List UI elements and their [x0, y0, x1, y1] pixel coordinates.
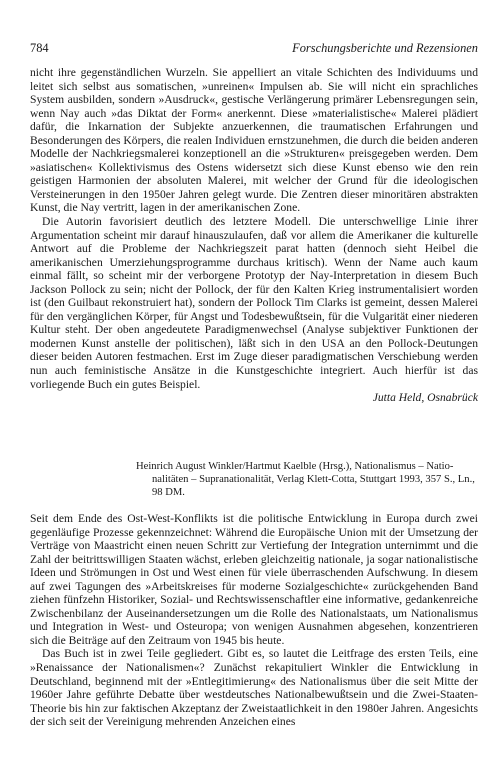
review-two-paragraph-1: Seit dem Ende des Ost-West-Konflikts ist die politische Entwicklung in Europa durch zwei gegenläufige Prozesse gekennzeichnet: Während die Europäische Union mit der Umsetzung der Verträge von Maastricht einen neuen Schritt zur Vertiefung der Integration unternimmt und die Zahl der beitrittswilligen Staaten wächst, erleben gleichzeitig nationale, ja sogar nationalistische Ideen und Strömungen in Ost und West einen für viele überraschenden Aufschwung. In diesem auf zwei Tagungen des »Arbeitskreises für moderne Sozialgeschichte« zurückgehenden Band ziehen fünfzehn Historiker, Sozial- und Rechtswissenschaftler eine informative, gedankenreiche Zwischenbilanz der Auseinandersetzungen um die Rolle des Nationalstaats, um Nationalismus und Integration in West- und Osteuropa; von wenigen Ausnahmen abgesehen, konzentrieren sich die Beiträge auf den Zeitraum von 1945 bis heute. [30, 512, 478, 647]
review-one [30, 66, 478, 405]
citation-line-1: Heinrich August Winkler/Hartmut Kaelble (Hrsg.), Nationalismus – Natio- [136, 461, 454, 472]
review-one-paragraph-1: nicht ihre gegenständlichen Wurzeln. Sie appelliert an vitale Schichten des Individuums und leitet sich selbst aus somatischen, »unreinen« Impulsen ab. Sie will nicht ein sprachliches System ausbilden, sondern »Ausdruck«, gestische Verlängerung primärer Lebensregungen sein, wenn Nay auch »das Diktat der Form« anerkennt. Diese »materialistische« Malerei plädiert dafür, die Inkarnation der Subjekte anzuerkennen, die traumatischen Erfahrungen und Besonderungen des Körpers, die realen Individuen ernstzunehmen, die durch die beiden anderen Modelle der Nachkriegsmalerei konzeptionell an die »Strukturen« preisgegeben werden. Dem »asiatischen« Kollektivismus des Ostens widersetzt sich diese Kunst ebenso wie den rein geistigen Harmonien der absoluten Malerei, mit welcher der Grund für die ideologischen Versteinerungen in den 1950er Jahren gelegt wurde. Die Zentren dieser minoritären abstrakten Kunst, die Nay vertritt, lagen in der amerikanischen Zone. [30, 66, 478, 215]
book-citation [136, 460, 478, 499]
review-one-paragraph-2 [30, 215, 478, 391]
running-title: Forschungsberichte und Rezensionen [292, 41, 478, 55]
citation-line-3: 98 DM. [152, 487, 185, 498]
page-number: 784 [30, 41, 49, 55]
review-two-paragraph-2: Das Buch ist in zwei Teile gegliedert. Gibt es, so lautet die Leitfrage des ersten Teils, eine »Renaissance der Nationalismen«? Zunächst rekapituliert Winkler die Entwicklung in Deutschland, beginnend mit der »Entlegitimierung« des Nationalismus über die seit Mitte der 1960er Jahre geführte Debatte über westdeutsches Nationalbewußtsein und die Zwei-Staaten-Theorie bis hin zur faktischen Akzeptanz der Zweistaatlichkeit in den 1980er Jahren. Angesichts der sich seit der Vereinigung mehrenden Anzeichen eines [30, 647, 478, 729]
citation-line-2: nalitäten – Supranationalität, Verlag Klett-Cotta, Stuttgart 1993, 357 S., Ln., [152, 474, 475, 485]
page-header [30, 40, 478, 56]
review-one-signature: Jutta Held, Osnabrück [372, 391, 478, 405]
review-two [30, 512, 478, 729]
review-one-paragraph-2-text: Die Autorin favorisiert deutlich des letztere Modell. Die unterschwellige Linie ihrer Argumentation scheint mir darauf hinauszulaufen, daß vor allem die Amerikaner die kulturelle Antwort auf die Probleme der Nachkriegszeit parat hatten (dennoch sieht Heibel die amerikanischen Umerziehungsprogramme durchaus kritisch). Wenn der Name auch kaum einmal fällt, so scheint mir der verborgene Prototyp der Nay-Interpretation in diesem Buch Jackson Pollock zu sein; nicht der Pollock, der für den Kalten Krieg instrumentalisiert worden ist (den Guilbaut rekonstruiert hat), sondern der Pollock Tim Clarks ist gemeint, dessen Malerei für den vergänglichen Körper, für Angst und Todesbewußtsein, für die Vulgarität einer niederen Kultur steht. Der oben angedeutete Paradigmenwechsel (Analyse subjektiver Funktionen der modernen Kunst anstelle der politischen), läßt sich in den USA an den Pollock-Deutungen dieser beiden Autoren festmachen. Erst im Zuge dieser paradigmatischen Verschiebung werden nun auch feministische Ansätze in die Kunstgeschichte integriert. Auch hierfür ist das vorliegende Buch ein gutes Beispiel. [30, 215, 478, 391]
